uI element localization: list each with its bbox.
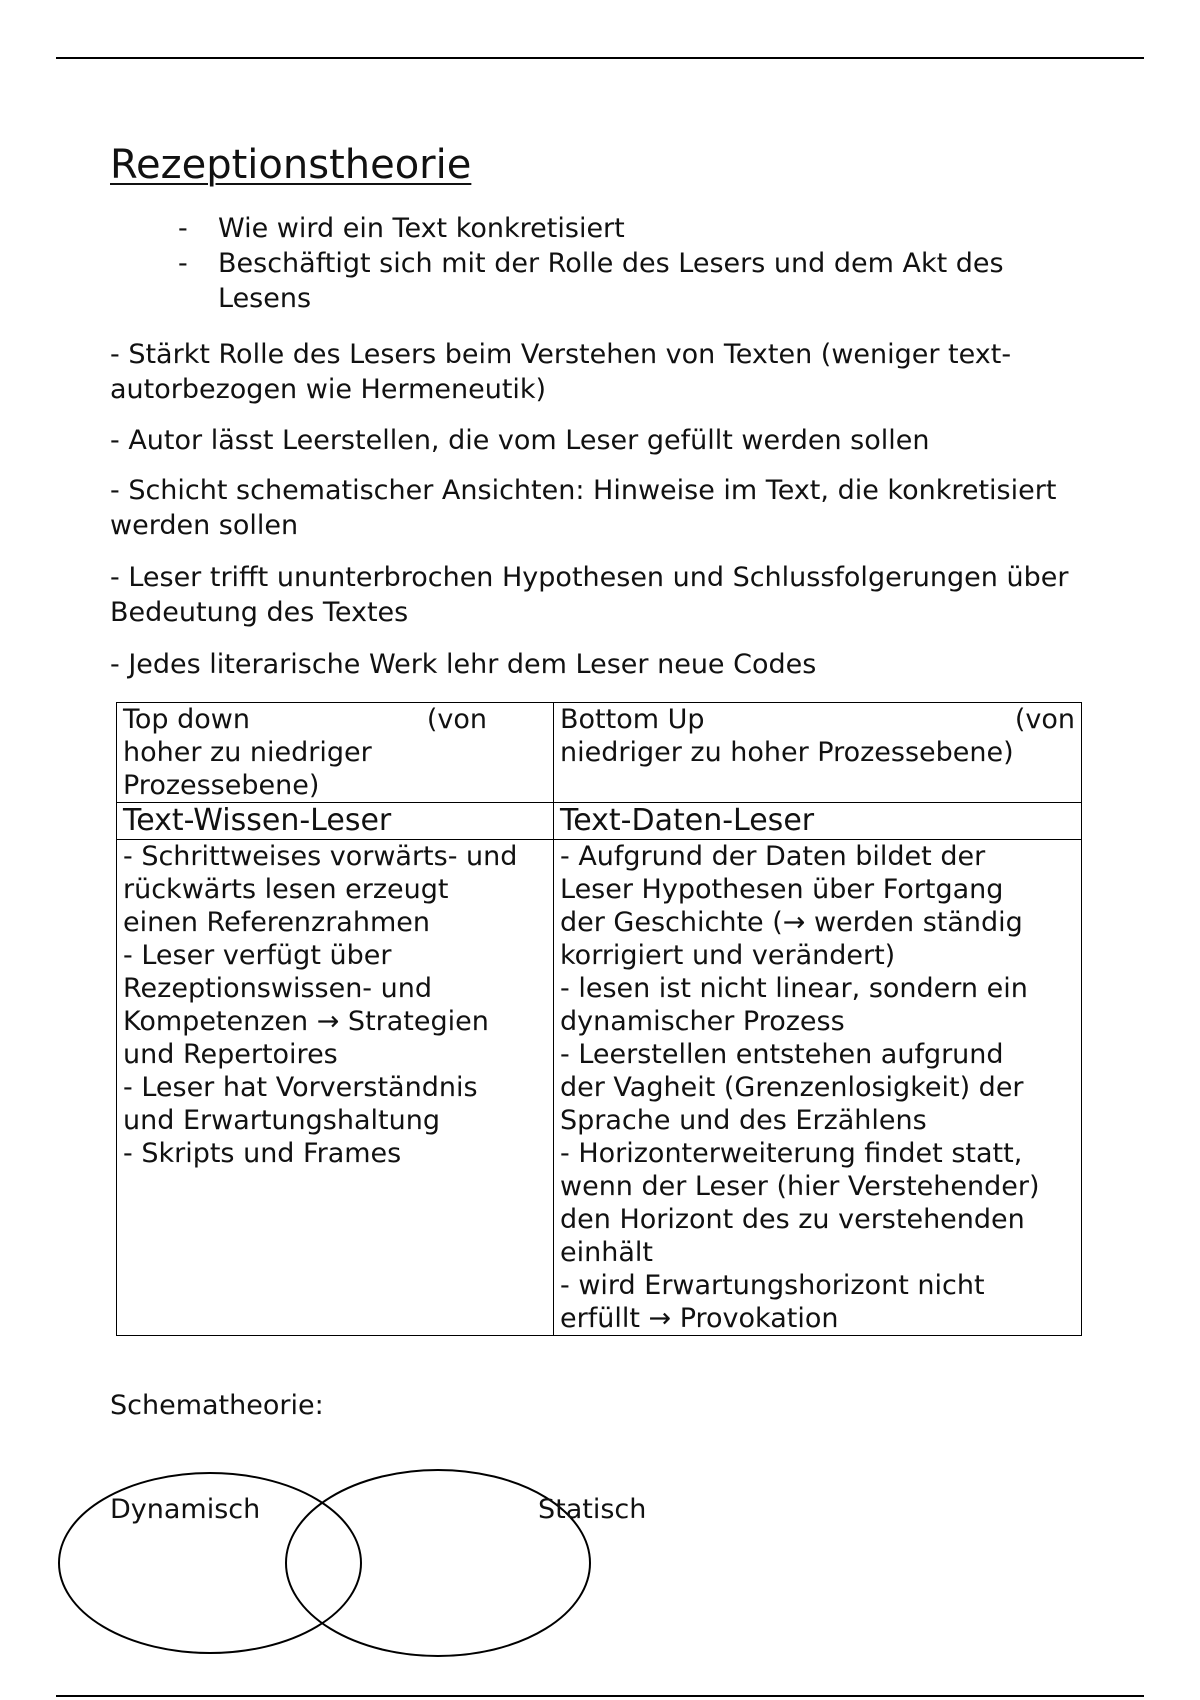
- header-label: (von: [1014, 704, 1075, 735]
- bullet-text: Wie wird ein Text konkretisiert: [218, 213, 625, 244]
- comparison-table: [116, 702, 1082, 1336]
- venn-label-dynamic: Dynamisch: [110, 1494, 261, 1525]
- paragraph: - Stärkt Rolle des Lesers beim Verstehen von Texten (weniger text-autorbezogen wie Hermeneutik): [110, 339, 1012, 405]
- cell-line: wenn der Leser (hier Verstehender): [560, 1171, 1040, 1202]
- cell-line: - Leser hat Vorverständnis: [123, 1072, 478, 1103]
- header-label: Bottom Up: [560, 704, 705, 735]
- table-row: [117, 803, 1082, 840]
- cell-line: - lesen ist nicht linear, sondern ein: [560, 973, 1028, 1004]
- cell-line: Sprache und des Erzählens: [560, 1105, 927, 1136]
- cell-line: - Horizonterweiterung findet statt,: [560, 1138, 1023, 1169]
- cell-line: - Aufgrund der Daten bildet der: [560, 841, 986, 872]
- bullet-text: Beschäftigt sich mit der Rolle des Lesers und dem Akt des Lesens: [218, 248, 1004, 314]
- bullet-list: [178, 211, 1078, 316]
- cell-line: der Vagheit (Grenzenlosigkeit) der: [560, 1072, 1024, 1103]
- cell-line: einhält: [560, 1237, 653, 1268]
- cell-line: der Geschichte (→ werden ständig: [560, 907, 1023, 938]
- bullet-item: [178, 246, 1078, 316]
- cell-line: - Schrittweises vorwärts- und: [123, 841, 518, 872]
- cell-line: und Erwartungshaltung: [123, 1105, 440, 1136]
- table-header-bottom-up: [554, 703, 1082, 803]
- header-label: Top down: [123, 704, 250, 735]
- paragraph: - Jedes literarische Werk lehr dem Leser neue Codes: [110, 649, 817, 680]
- dash-icon: -: [178, 248, 188, 279]
- cell-line: - Leerstellen entstehen aufgrund: [560, 1039, 1004, 1070]
- table-cell-left: [117, 840, 554, 1336]
- cell-line: rückwärts lesen erzeugt: [123, 874, 449, 905]
- page-title: Rezeptionstheorie: [110, 142, 472, 188]
- header-label: (von: [426, 704, 487, 735]
- paragraph: - Autor lässt Leerstellen, die vom Leser gefüllt werden sollen: [110, 425, 930, 456]
- bottom-rule: [56, 1695, 1144, 1697]
- top-rule: [56, 57, 1144, 59]
- table-header-top-down: [117, 703, 554, 803]
- schema-label: Schematheorie:: [110, 1390, 324, 1421]
- header-line: hoher zu niedriger: [123, 737, 372, 768]
- cell-line: - Leser verfügt über: [123, 940, 392, 971]
- cell-line: - Skripts und Frames: [123, 1138, 402, 1169]
- cell-line: den Horizont des zu verstehenden: [560, 1204, 1025, 1235]
- table-subheader: Text-Wissen-Leser: [117, 803, 554, 840]
- table-cell-right: [554, 840, 1082, 1336]
- cell-line: Rezeptionswissen- und: [123, 973, 432, 1004]
- header-line: niedriger zu hoher Prozessebene): [560, 737, 1014, 768]
- venn-label-static: Statisch: [538, 1494, 647, 1525]
- dash-icon: -: [178, 213, 188, 244]
- cell-line: einen Referenzrahmen: [123, 907, 430, 938]
- cell-line: Leser Hypothesen über Fortgang: [560, 874, 1004, 905]
- cell-line: erfüllt → Provokation: [560, 1303, 839, 1334]
- header-line: Prozessebene): [123, 770, 320, 801]
- paragraph: - Schicht schematischer Ansichten: Hinweise im Text, die konkretisiert werden sollen: [110, 475, 1057, 541]
- table-subheader: Text-Daten-Leser: [554, 803, 1082, 840]
- table-row: [117, 840, 1082, 1336]
- cell-line: und Repertoires: [123, 1039, 338, 1070]
- cell-line: korrigiert und verändert): [560, 940, 896, 971]
- table-row: [117, 703, 1082, 803]
- bullet-item: [178, 211, 1078, 246]
- cell-line: - wird Erwartungshorizont nicht: [560, 1270, 985, 1301]
- cell-line: dynamischer Prozess: [560, 1006, 845, 1037]
- cell-line: Kompetenzen → Strategien: [123, 1006, 489, 1037]
- paragraph: - Leser trifft ununterbrochen Hypothesen und Schlussfolgerungen über Bedeutung des Textes: [110, 562, 1069, 628]
